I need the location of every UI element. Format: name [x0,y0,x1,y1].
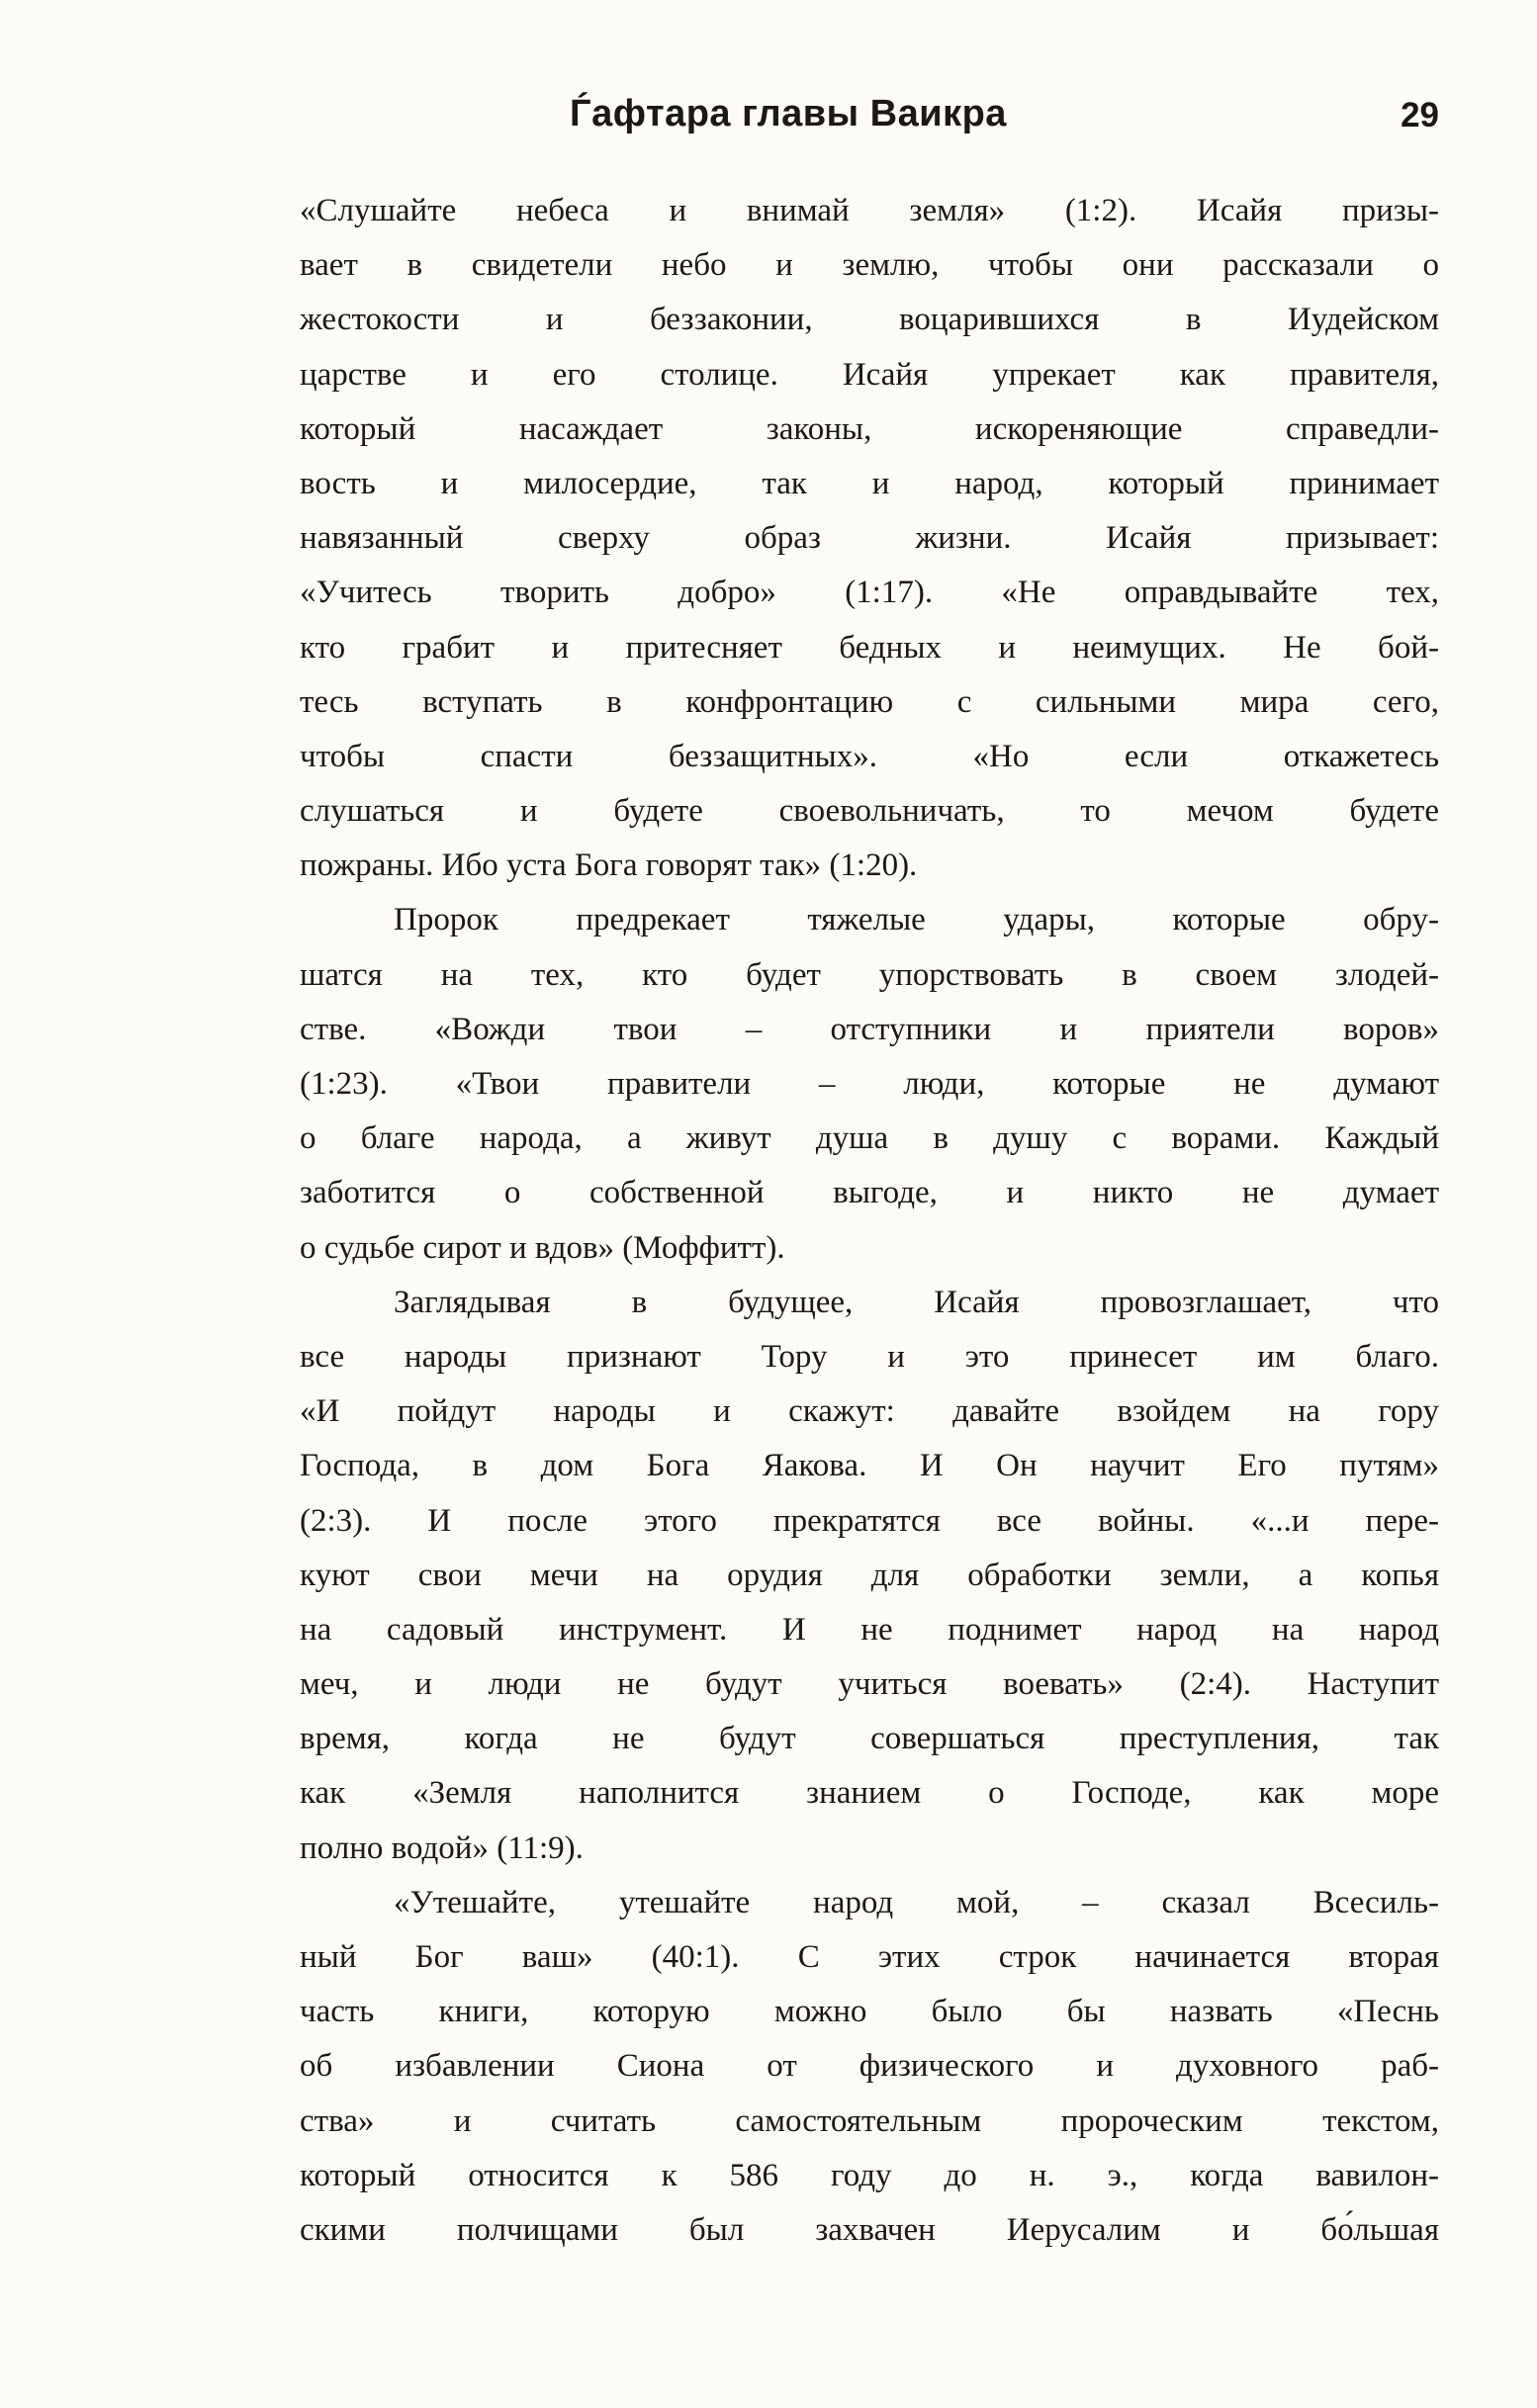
text-line: «И пойдут народы и скажут: давайте взойдем на гору [300,1393,1439,1430]
text-line: вает в свидетели небо и землю, чтобы они рассказали о [300,247,1439,284]
text-line: который относится к 586 году до н. э., когда вавилон- [300,2157,1439,2193]
text-line: «Слушайте небеса и внимай земля» (1:2). Исайя призы- [300,193,1439,228]
body-text [300,184,1439,2258]
text-line: об избавлении Сиона от физического и духовного раб- [300,2048,1439,2085]
text-line: как «Земля наполнится знанием о Господе, как море [300,1775,1439,1812]
text-line: «Учитесь творить добро» (1:17). «Не оправдывайте тех, [300,575,1439,611]
text-line: часть книги, которую можно было бы назвать «Песнь [300,1994,1439,2030]
text-line: меч, и люди не будут учиться воевать» (2:4). Наступит [300,1666,1439,1703]
text-line: полно водой» (11:9). [300,1829,584,1866]
text-line: пожраны. Ибо уста Бога говорят так» (1:20). [300,847,918,884]
text-line: время, когда не будут совершаться преступления, так [300,1721,1439,1757]
text-line: все народы признают Тору и это принесет им благо. [300,1338,1439,1375]
text-line: (2:3). И после этого прекратятся все войны. «...и пере- [300,1502,1439,1539]
header-title: Ѓафтара главы Ваикра [570,93,1007,134]
text-line: чтобы спасти беззащитных». «Но если откажетесь [300,738,1439,774]
page-number: 29 [1401,96,1439,134]
text-line: скими полчищами был захвачен Иерусалим и бо́льшая [300,2211,1439,2248]
text-line: ства» и считать самостоятельным пророческим текстом, [300,2102,1439,2139]
text-line: Пророк предрекает тяжелые удары, которые обру- [394,902,1439,938]
text-line: вость и милосердие, так и народ, который принимает [300,465,1439,501]
text-line: шатся на тех, кто будет упорствовать в своем злодей- [300,956,1439,993]
text-line: жестокости и беззаконии, воцарившихся в Иудейском [300,302,1439,338]
text-line: кто грабит и притесняет бедных и неимущих. Не бой- [300,629,1439,666]
text-line: который насаждает законы, искореняющие справедли- [300,410,1439,447]
text-line: навязанный сверху образ жизни. Исайя призывает: [300,520,1439,557]
text-line: Заглядывая в будущее, Исайя провозглашает, что [394,1284,1439,1320]
text-line: заботится о собственной выгоде, и никто не думает [300,1175,1439,1211]
text-line: тесь вступать в конфронтацию с сильными мира сего, [300,683,1439,720]
text-line: Господа, в дом Бога Яакова. И Он научит Его путям» [300,1448,1439,1484]
text-line: о судьбе сирот и вдов» (Моффитт). [300,1229,785,1266]
text-line: на садовый инструмент. И не поднимет народ на народ [300,1611,1439,1648]
text-line: ный Бог ваш» (40:1). С этих строк начинается вторая [300,1939,1439,1975]
text-line: о благе народа, а живут душа в душу с ворами. Каждый [300,1120,1439,1157]
text-line: царстве и его столице. Исайя упрекает как правителя, [300,356,1439,393]
text-line: стве. «Вожди твои – отступники и приятели воров» [300,1011,1439,1047]
text-line: куют свои мечи на орудия для обработки земли, а копья [300,1557,1439,1593]
text-line: «Утешайте, утешайте народ мой, – сказал Всесиль- [394,1884,1439,1920]
text-line: (1:23). «Твои правители – люди, которые не думают [300,1066,1439,1102]
text-line: слушаться и будете своевольничать, то мечом будете [300,793,1439,830]
